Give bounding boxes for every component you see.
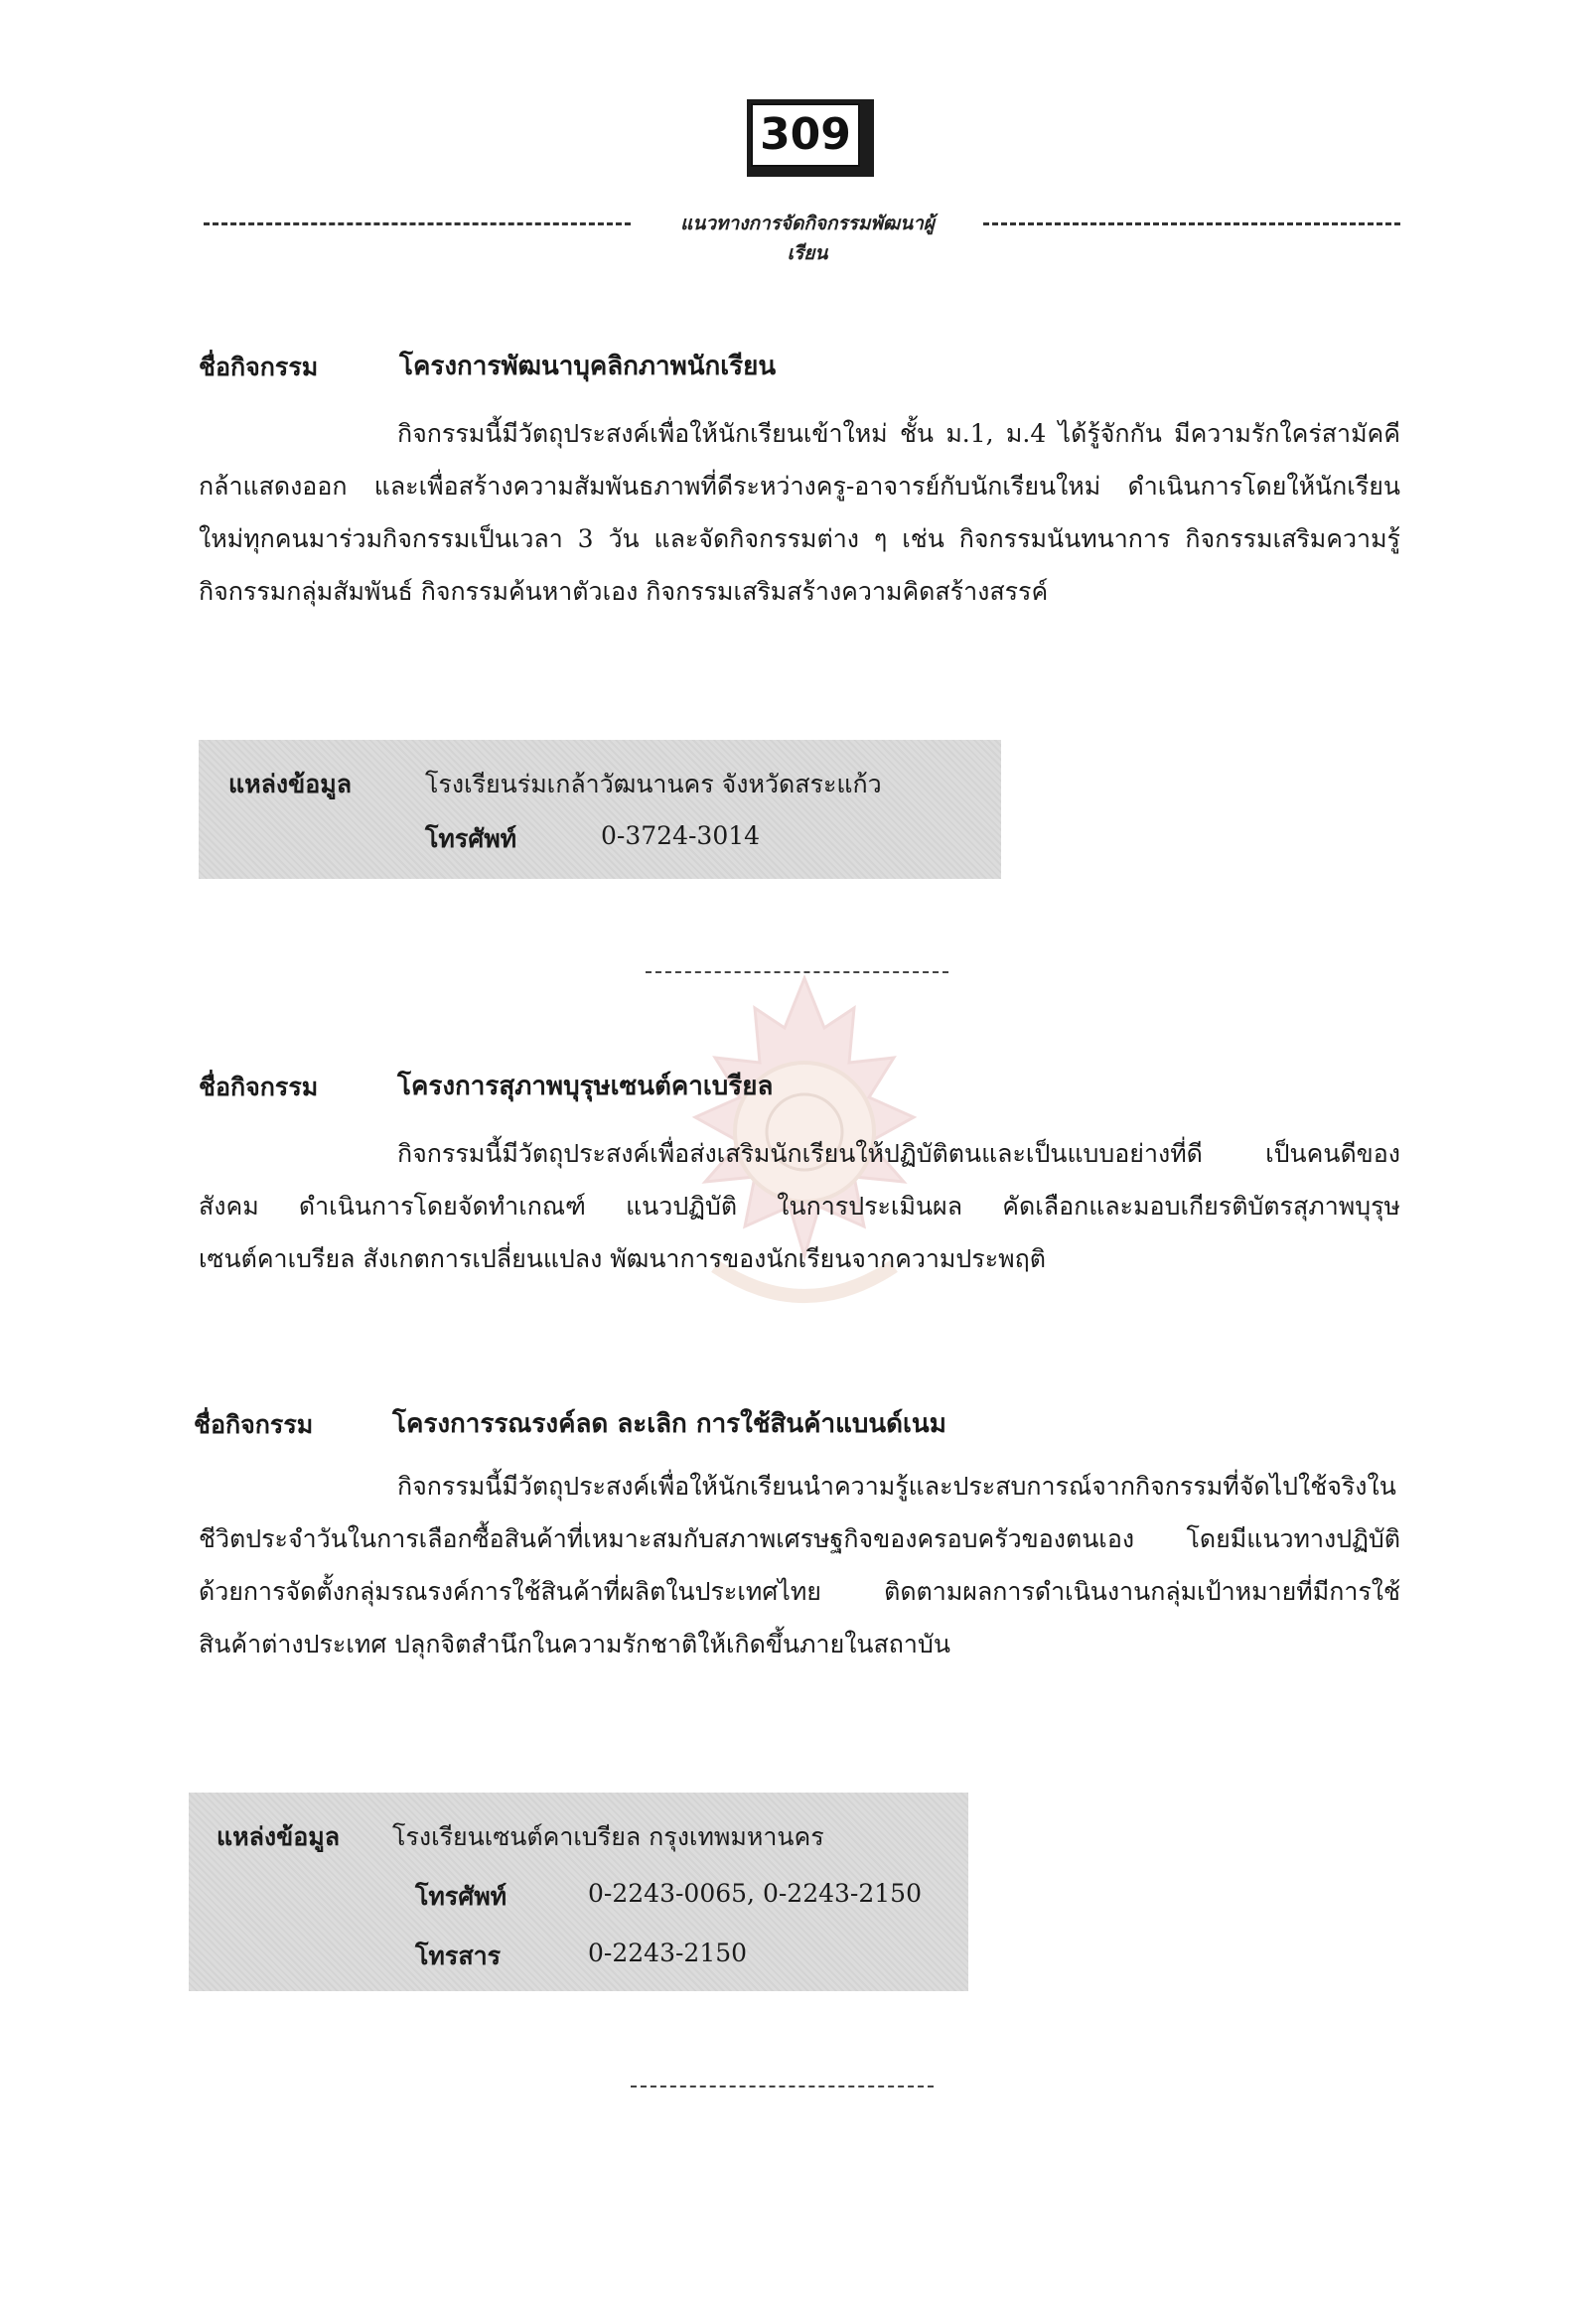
source-box <box>199 740 1001 879</box>
phone-number: 0-3724-3014 <box>601 821 761 850</box>
header-rule-right <box>983 222 1400 225</box>
activity-name: โครงการรณรงค์ลด ละเลิก การใช้สินค้าแบนด์เนม <box>392 1409 946 1439</box>
fax-number: 0-2243-2150 <box>588 1939 748 1967</box>
source-school: โรงเรียนร่มเกล้าวัฒนานคร จังหวัดสระแก้ว <box>425 770 882 798</box>
activity-description: กิจกรรมนี้มีวัตถุประสงค์เพื่อให้นักเรียนเข้าใหม่ ชั้น ม.1, ม.4 ได้รู้จักกัน มีความรักใคร่สามัคคี กล้าแสดงออก และเพื่อสร้างความสัมพันธภาพที่ดีระหว่างครู-อาจารย์กับนักเรียนใหม่ ดำเนินการโดยให้นักเรียนใหม่ทุกคนมาร่วมกิจกรรมเป็นเวลา 3 วัน และจัดกิจกรรมต่าง ๆ เช่น กิจกรรมนันทนาการ กิจกรรมเสริมความรู้ กิจกรรมกลุ่มสัมพันธ์ กิจกรรมค้นหาตัวเอง กิจกรรมเสริมสร้างความคิดสร้างสรรค์ <box>199 419 1400 606</box>
activity-name: โครงการสุภาพบุรุษเซนต์คาเบรียล <box>397 1072 774 1101</box>
phone-label: โทรศัพท์ <box>415 1882 508 1911</box>
activity-description: กิจกรรมนี้มีวัตถุประสงค์เพื่อส่งเสริมนักเรียนให้ปฏิบัติตนและเป็นแบบอย่างที่ดี เป็นคนดีของสังคม ดำเนินการโดยจัดทำเกณฑ์ แนวปฏิบัติ ในการประเมินผล คัดเลือกและมอบเกียรติบัตรสุภาพบุรุษเซนต์คาเบรียล สังเกตการเปลี่ยนแปลง พัฒนาการของนักเรียนจากความประพฤติ <box>199 1139 1400 1273</box>
page-number: 309 <box>751 103 860 167</box>
phone-number: 0-2243-0065, 0-2243-2150 <box>588 1879 922 1908</box>
source-label: แหล่งข้อมูล <box>217 1822 341 1851</box>
activity-name: โครงการพัฒนาบุคลิกภาพนักเรียน <box>399 352 777 381</box>
activity-label: ชื่อกิจกรรม <box>194 1410 314 1439</box>
running-header: แนวทางการจัดกิจกรรมพัฒนาผู้เรียน <box>680 213 935 264</box>
separator <box>646 971 948 973</box>
source-school: โรงเรียนเซนต์คาเบรียล กรุงเทพมหานคร <box>392 1822 824 1851</box>
activity-description: กิจกรรมนี้มีวัตถุประสงค์เพื่อให้นักเรียนนำความรู้และประสบการณ์จากกิจกรรมที่จัดไปใช้จริงในชีวิตประจำวันในการเลือกซื้อสินค้าที่เหมาะสมกับสภาพเศรษฐกิจของครอบครัวของตนเอง โดยมีแนวทางปฏิบัติด้วยการจัดตั้งกลุ่มรณรงค์การใช้สินค้าที่ผลิตในประเทศไทย ติดตามผลการดำเนินงานกลุ่มเป้าหมายที่มีการใช้สินค้าต่างประเทศ ปลุกจิตสำนึกในความรักชาติให้เกิดขึ้นภายในสถาบัน <box>199 1472 1400 1658</box>
activity-label: ชื่อกิจกรรม <box>199 353 319 381</box>
fax-label: โทรสาร <box>415 1942 502 1970</box>
activity-label: ชื่อกิจกรรม <box>199 1073 319 1101</box>
source-label: แหล่งข้อมูล <box>228 770 353 798</box>
separator <box>631 2086 934 2087</box>
phone-label: โทรศัพท์ <box>425 824 517 853</box>
source-box <box>189 1793 968 1991</box>
page-number-box <box>747 99 874 177</box>
header-rule-left <box>204 222 631 225</box>
